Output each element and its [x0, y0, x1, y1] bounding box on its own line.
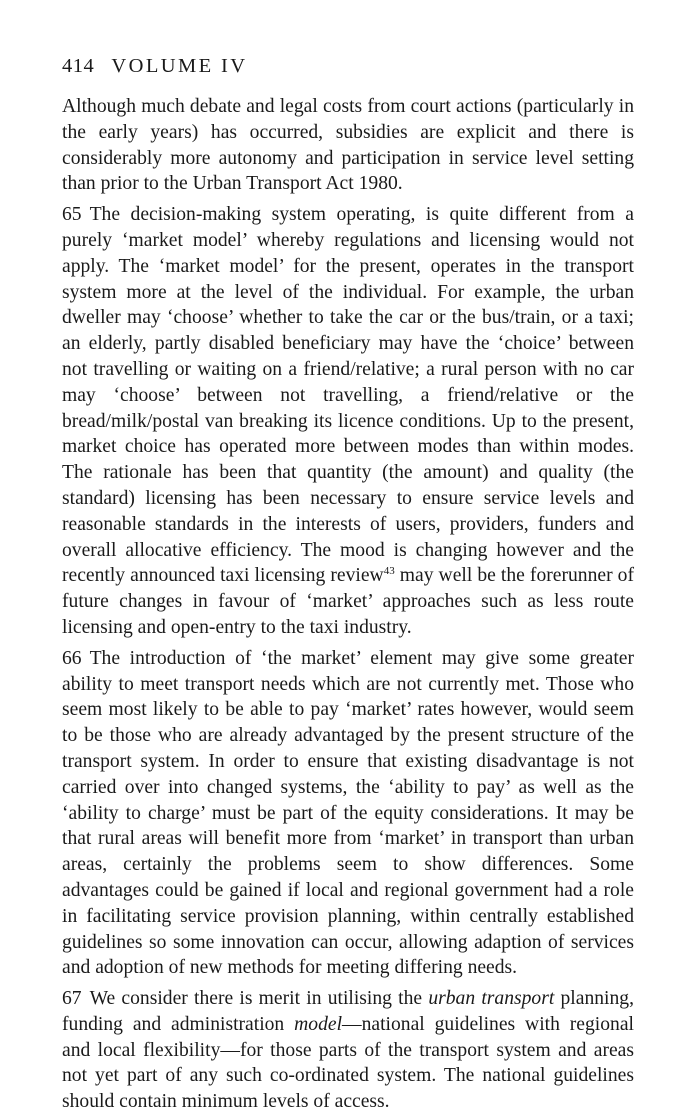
- paragraph-66: [62, 646, 634, 981]
- paragraph-number: 67: [62, 988, 82, 1010]
- italic-term: urban transport: [428, 988, 555, 1010]
- paragraph-continued: [62, 94, 634, 197]
- paragraph-text: We consider there is merit in utilising the: [89, 988, 429, 1010]
- volume-title: VOLUME IV: [111, 55, 248, 77]
- paragraph-text: Although much debate and legal costs from court actions (particularly in the early years) has occurred, subsidies are explicit and there is considerably more autonomy and participation in service level setting than prior to the Urban Transport Act 1980.: [62, 96, 634, 195]
- paragraph-number: 65: [62, 204, 82, 226]
- paragraph-text-continued: may well be the forerunner of future changes in favour of ‘market’ approaches such as less route licensing and open-entry to the taxi industry.: [62, 565, 635, 638]
- running-header: [62, 52, 634, 80]
- paragraph-65: [62, 202, 634, 641]
- paragraph-text: planning, funding and administration: [62, 988, 634, 1035]
- paragraph-number: 66: [62, 647, 82, 669]
- footnote-ref: 43: [383, 565, 395, 578]
- document-page: [62, 52, 634, 1120]
- page-number: 414: [62, 55, 95, 77]
- paragraph-67: [62, 986, 634, 1115]
- paragraph-text: The decision-making system operating, is quite different from a purely ‘market model’ whereby regulations and licensing would not apply. The ‘market model’ for the present, operates in the transport system more at the level of the individual. For example, the urban dweller may ‘choose’ whether to take the car or the bus/train, or a taxi; an elderly, partly disabled beneficiary may have the ‘choice’ between not travelling or waiting on a friend/relative; a rural person with no car may ‘choose’ between not travelling, a friend/relative or the bread/milk/postal van breaking its licence conditions. Up to the present, market choice has operated more between modes than within modes. The rationale has been that quantity (the amount) and quality (the standard) licensing has been necessary to ensure service levels and reasonable standards in the interests of users, providers, funders and overall allocative efficiency. The mood is changing however and the recently announced taxi licensing review: [62, 204, 634, 587]
- paragraph-text: The introduction of ‘the market’ element may give some greater ability to meet transport needs which are not currently met. Those who seem most likely to be able to pay ‘market’ rates however, would seem to be those who are already advantaged by the present structure of the transport system. In order to ensure that existing disadvantage is not carried over into changed systems, the ‘ability to pay’ as well as the ‘ability to charge’ must be part of the equity considerations. It may be that rural areas will benefit more from ‘market’ in transport than urban areas, certainly the problems seem to show differences. Some advantages could be gained if local and regional government had a role in facilitating service provision planning, within centrally established guidelines so some innovation can occur, allowing adaption of services and adoption of new methods for meeting differing needs.: [62, 647, 634, 979]
- italic-term: model: [294, 1013, 343, 1035]
- paragraph-text: —national guidelines with regional and local flexibility—for those parts of the transport system and areas not yet part of any such co-ordinated system. The national guidelines should contain minimum levels of access.: [62, 1013, 634, 1113]
